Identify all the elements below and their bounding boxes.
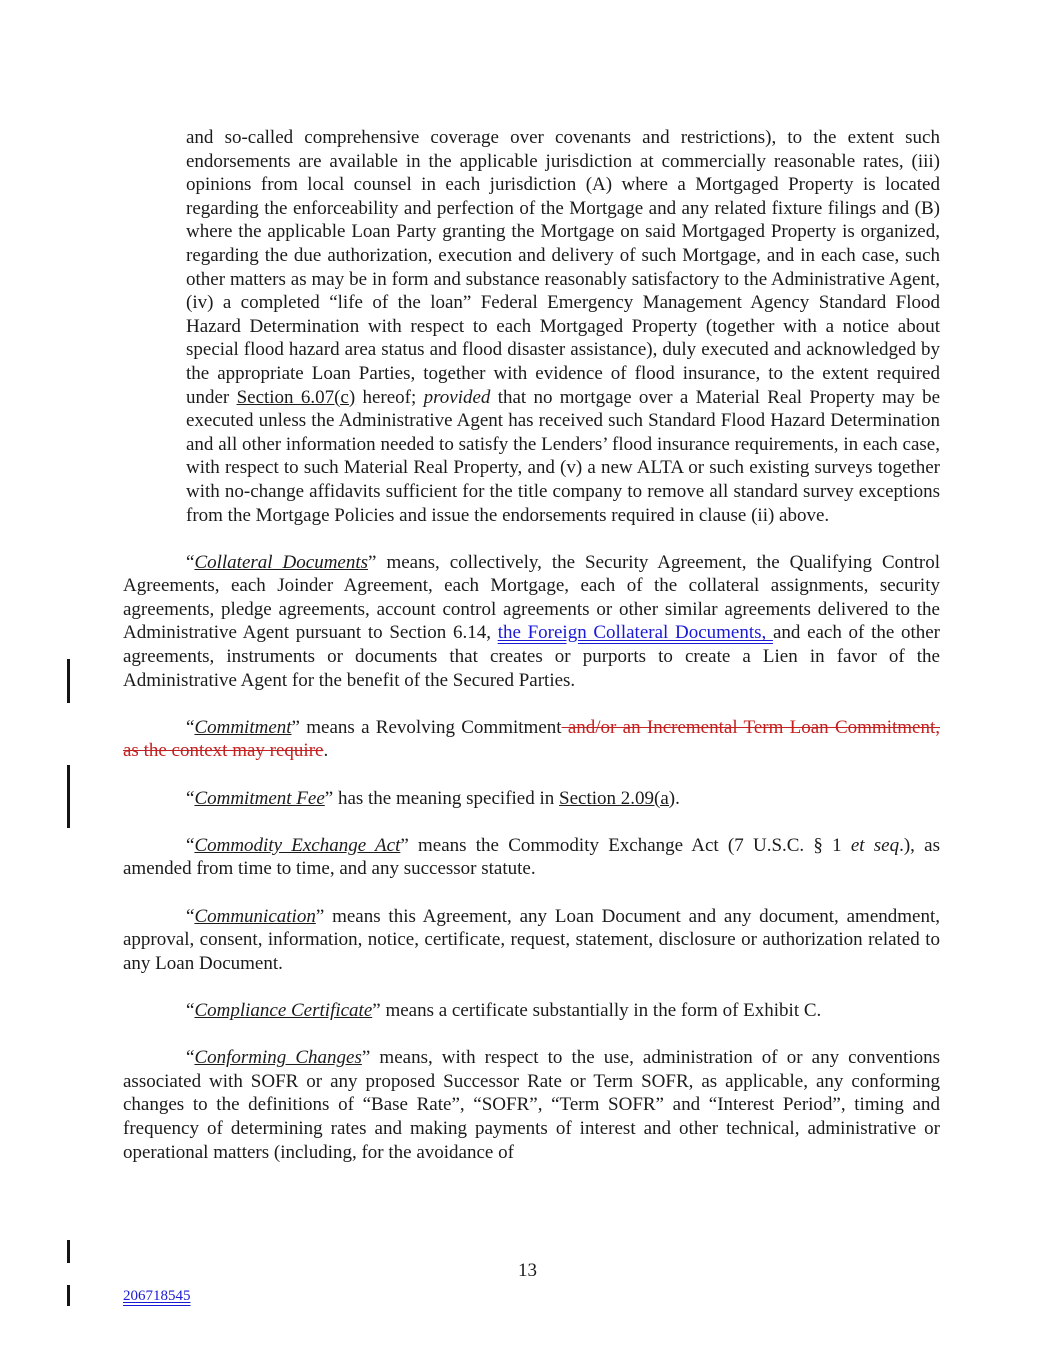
text-run: ” means, with respect to the use, administration of or any conventions associated with SOFR or any proposed Successor Rate or Term SOFR, as applicable, any conforming changes to the definitions of “Base Rate”, “SOFR”, “Term SOFR” and “Interest Period”, timing and frequency of determining rates and making payments of interest and other technical, administrative or operational matters (including, for the avoidance of: [123, 1047, 940, 1163]
text-run: “: [186, 905, 195, 927]
text-run: “: [186, 787, 195, 809]
change-bar: [67, 1285, 70, 1306]
page-number: 13: [518, 1260, 537, 1281]
definition-collateral-documents: [123, 551, 940, 693]
defined-term: Conforming Changes: [194, 1047, 362, 1069]
section-reference: Section 6.07(c): [236, 386, 356, 408]
change-bar: [67, 765, 70, 828]
definition-compliance-certificate: [123, 999, 940, 1023]
inserted-text: the Foreign Collateral Documents,: [497, 622, 773, 644]
definition-commodity-exchange-act: [123, 834, 940, 881]
text-run: and so-called comprehensive coverage over covenants and restrictions), to the extent such endorsements are available in the applicable jurisdiction at commercially reasonable rates, (iii) opinions from local counsel in each jurisdiction (A) where a Mortgaged Property is located regarding the enforceability and perfection of the Mortgage and any related fixture filings and (B) where the applicable Loan Party granting the Mortgage on said Mortgaged Property is organized, regarding the due authorization, execution and delivery of such Mortgage, and in each case, such other matters as may be in form and substance reasonably satisfactory to the Administrative Agent, (iv) a completed “life of the loan” Federal Emergency Management Agency Standard Flood Hazard Determination with respect to each Mortgaged Property (together with a notice about special flood hazard area status and flood disaster assistance), duly executed and acknowledged by the appropriate Loan Parties, together with evidence of flood insurance, to the extent required under: [186, 127, 940, 408]
italic-text: provided: [423, 386, 491, 408]
text-run: ” has the meaning specified in: [324, 787, 560, 809]
document-body: [123, 126, 940, 1164]
text-run: hereof;: [355, 386, 424, 408]
deleted-text: and/or an Incremental Term Loan Commitment, as the context may require: [123, 716, 940, 762]
text-run: ” means the Commodity Exchange Act (7 U.S.C. § 1: [400, 834, 851, 856]
defined-term: Commodity Exchange Act: [194, 834, 401, 856]
defined-term: Compliance Certificate: [194, 999, 373, 1021]
text-run: .: [323, 740, 329, 762]
text-run: that no mortgage over a Material Real Property may be executed unless the Administrative Agent has received such Standard Flood Hazard Determination and all other information needed to satisfy the Lenders’ flood insurance requirements, in each case, with respect to such Material Real Property, and (v) a new ALTA or such existing surveys together with no-change affidavits sufficient for the title company to remove all standard survey exceptions from the Mortgage Policies and issue the endorsements required in clause (ii) above.: [186, 386, 941, 526]
text-run: ” means this Agreement, any Loan Document and any document, amendment, approval, consent, information, notice, certificate, request, statement, disclosure or authorization related to any Loan Document.: [123, 905, 940, 974]
text-run: ” means a Revolving Commitment: [291, 716, 562, 738]
text-run: “: [186, 551, 195, 573]
text-run: .: [675, 787, 680, 809]
text-run: ” means a certificate substantially in the form of Exhibit C.: [372, 999, 822, 1021]
text-run: “: [186, 716, 195, 738]
text-run: “: [186, 834, 195, 856]
text-run: and each of the other agreements, instruments or documents that creates or purports to create a Lien in favor of the Administrative Agent for the benefit of the Secured Parties.: [123, 622, 941, 691]
text-run: “: [186, 1047, 195, 1069]
defined-term: Commitment: [194, 716, 292, 738]
defined-term: Commitment Fee: [194, 787, 325, 809]
change-bar: [67, 659, 70, 703]
defined-term: Communication: [194, 905, 316, 927]
paragraph-mortgage-requirements: [186, 126, 940, 527]
text-run: .), as amended from time to time, and any successor statute.: [123, 834, 940, 880]
defined-term: Collateral Documents: [194, 551, 369, 573]
footer-doc-number: 206718545: [123, 1288, 191, 1304]
italic-text: et seq: [850, 834, 900, 856]
text-run: “: [186, 999, 195, 1021]
definition-conforming-changes: [123, 1046, 940, 1164]
definition-commitment-fee: [123, 787, 940, 811]
definition-communication: [123, 905, 940, 976]
text-run: ” means, collectively, the Security Agreement, the Qualifying Control Agreements, each Joinder Agreement, each Mortgage, each of the collateral assignments, security agreements, pledge agreements, account control agreements or other similar agreements delivered to the Administrative Agent pursuant to Section 6.14,: [123, 551, 940, 644]
definition-commitment: [123, 716, 940, 763]
section-reference: Section 2.09(a): [559, 787, 676, 809]
